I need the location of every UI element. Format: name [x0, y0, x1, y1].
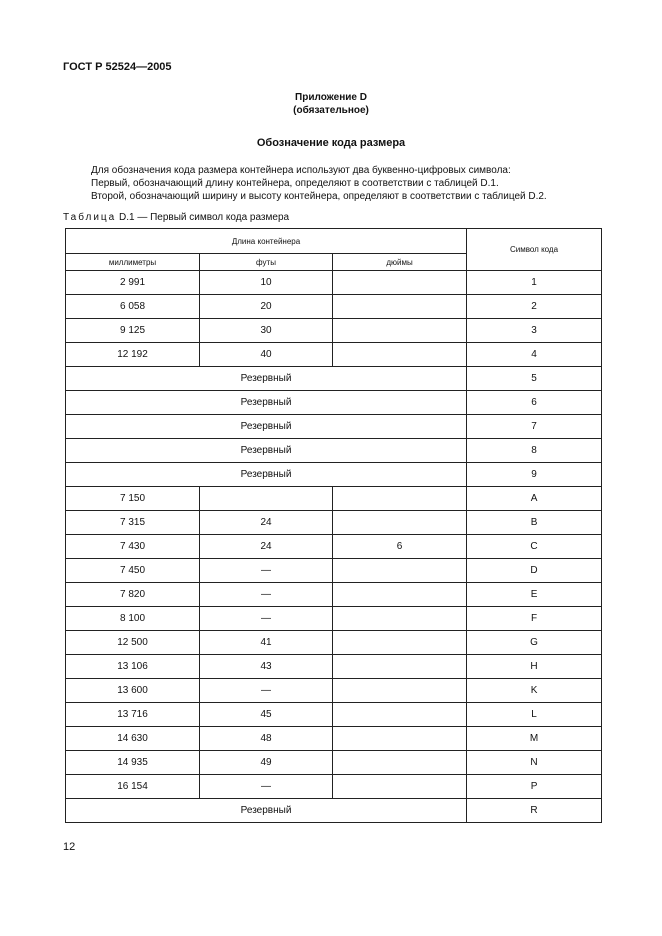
cell-feet: 48 — [200, 727, 333, 751]
table-row — [66, 799, 602, 823]
cell-feet: 24 — [200, 535, 333, 559]
table-row — [66, 271, 602, 295]
cell-code-symbol: 3 — [467, 319, 602, 343]
cell-feet: 40 — [200, 343, 333, 367]
cell-millimeters: 8 100 — [66, 607, 200, 631]
cell-feet: 20 — [200, 295, 333, 319]
cell-millimeters: 12 192 — [66, 343, 200, 367]
table-row — [66, 727, 602, 751]
cell-millimeters: 7 315 — [66, 511, 200, 535]
cell-code-symbol: 2 — [467, 295, 602, 319]
table-row — [66, 607, 602, 631]
document-header: ГОСТ Р 52524—2005 — [63, 61, 172, 73]
cell-feet: 49 — [200, 751, 333, 775]
cell-inches — [333, 559, 467, 583]
cell-inches — [333, 295, 467, 319]
table-row — [66, 463, 602, 487]
cell-feet: 41 — [200, 631, 333, 655]
cell-code-symbol: F — [467, 607, 602, 631]
cell-code-symbol: D — [467, 559, 602, 583]
cell-code-symbol: 7 — [467, 415, 602, 439]
cell-millimeters: 12 500 — [66, 631, 200, 655]
cell-code-symbol: 8 — [467, 439, 602, 463]
table-row — [66, 511, 602, 535]
table-body — [66, 271, 602, 823]
cell-millimeters: 2 991 — [66, 271, 200, 295]
cell-millimeters: 7 450 — [66, 559, 200, 583]
cell-code-symbol: H — [467, 655, 602, 679]
cell-feet: 45 — [200, 703, 333, 727]
cell-code-symbol: 9 — [467, 463, 602, 487]
cell-code-symbol: 6 — [467, 391, 602, 415]
cell-millimeters: 9 125 — [66, 319, 200, 343]
cell-inches — [333, 319, 467, 343]
cell-millimeters: 13 716 — [66, 703, 200, 727]
table-row — [66, 439, 602, 463]
section-title: Обозначение кода размера — [256, 137, 406, 149]
annex-status: (обязательное) — [293, 105, 369, 116]
table-row — [66, 655, 602, 679]
cell-feet: — — [200, 775, 333, 799]
cell-code-symbol: 5 — [467, 367, 602, 391]
cell-code-symbol: G — [467, 631, 602, 655]
table-row — [66, 703, 602, 727]
table-row — [66, 559, 602, 583]
paragraph-line: Первый, обозначающий длину контейнера, определяют в соответствии с таблицей D.1. — [91, 178, 499, 189]
cell-inches — [333, 679, 467, 703]
cell-code-symbol: K — [467, 679, 602, 703]
table-caption-prefix: Таблица — [63, 212, 117, 223]
table-caption — [63, 212, 289, 223]
cell-feet: 24 — [200, 511, 333, 535]
annex-heading — [0, 91, 662, 117]
annex-title: Приложение D — [295, 92, 367, 103]
cell-reserved: Резервный — [66, 415, 467, 439]
cell-feet: 30 — [200, 319, 333, 343]
cell-inches — [333, 631, 467, 655]
cell-code-symbol: 4 — [467, 343, 602, 367]
table-row — [66, 583, 602, 607]
paragraph-line: Для обозначения кода размера контейнера используют два буквенно-цифровых символа: — [91, 165, 511, 176]
cell-feet: 43 — [200, 655, 333, 679]
cell-reserved: Резервный — [66, 799, 467, 823]
cell-feet: 10 — [200, 271, 333, 295]
cell-inches — [333, 583, 467, 607]
cell-inches: 6 — [333, 535, 467, 559]
cell-code-symbol: P — [467, 775, 602, 799]
table-caption-text: D.1 — Первый символ кода размера — [116, 212, 290, 223]
cell-code-symbol: L — [467, 703, 602, 727]
table-row — [66, 343, 602, 367]
cell-feet: — — [200, 583, 333, 607]
cell-reserved: Резервный — [66, 439, 467, 463]
cell-inches — [333, 271, 467, 295]
cell-millimeters: 14 630 — [66, 727, 200, 751]
paragraph-line: Второй, обозначающий ширину и высоту контейнера, определяют в соответствии с таблицей D.2. — [91, 191, 547, 202]
cell-millimeters: 13 106 — [66, 655, 200, 679]
table-row — [66, 487, 602, 511]
cell-inches — [333, 703, 467, 727]
cell-inches — [333, 655, 467, 679]
table-row — [66, 535, 602, 559]
header-inches: дюймы — [333, 254, 467, 271]
cell-millimeters: 13 600 — [66, 679, 200, 703]
cell-millimeters: 14 935 — [66, 751, 200, 775]
cell-inches — [333, 751, 467, 775]
cell-feet: — — [200, 559, 333, 583]
cell-inches — [333, 775, 467, 799]
cell-code-symbol: C — [467, 535, 602, 559]
cell-reserved: Резервный — [66, 463, 467, 487]
cell-millimeters: 7 150 — [66, 487, 200, 511]
cell-reserved: Резервный — [66, 367, 467, 391]
intro-paragraph — [91, 164, 547, 203]
cell-code-symbol: B — [467, 511, 602, 535]
cell-feet: — — [200, 607, 333, 631]
cell-code-symbol: R — [467, 799, 602, 823]
header-container-length: Длина контейнера — [66, 229, 467, 254]
table-row — [66, 679, 602, 703]
cell-millimeters: 6 058 — [66, 295, 200, 319]
cell-millimeters: 16 154 — [66, 775, 200, 799]
cell-code-symbol: A — [467, 487, 602, 511]
table-row — [66, 415, 602, 439]
table-row — [66, 631, 602, 655]
cell-feet — [200, 487, 333, 511]
cell-inches — [333, 487, 467, 511]
cell-code-symbol: M — [467, 727, 602, 751]
size-code-table — [65, 228, 602, 823]
table-row — [66, 319, 602, 343]
page-number: 12 — [63, 841, 76, 853]
cell-inches — [333, 511, 467, 535]
cell-code-symbol: 1 — [467, 271, 602, 295]
header-code-symbol: Символ кода — [467, 229, 602, 271]
cell-code-symbol: E — [467, 583, 602, 607]
header-feet: футы — [200, 254, 333, 271]
table-row — [66, 295, 602, 319]
cell-inches — [333, 727, 467, 751]
cell-millimeters: 7 430 — [66, 535, 200, 559]
cell-code-symbol: N — [467, 751, 602, 775]
cell-feet: — — [200, 679, 333, 703]
cell-inches — [333, 343, 467, 367]
cell-inches — [333, 607, 467, 631]
cell-reserved: Резервный — [66, 391, 467, 415]
table-row — [66, 775, 602, 799]
table-row — [66, 751, 602, 775]
table-row — [66, 367, 602, 391]
cell-millimeters: 7 820 — [66, 583, 200, 607]
table-row — [66, 391, 602, 415]
header-millimeters: миллиметры — [66, 254, 200, 271]
